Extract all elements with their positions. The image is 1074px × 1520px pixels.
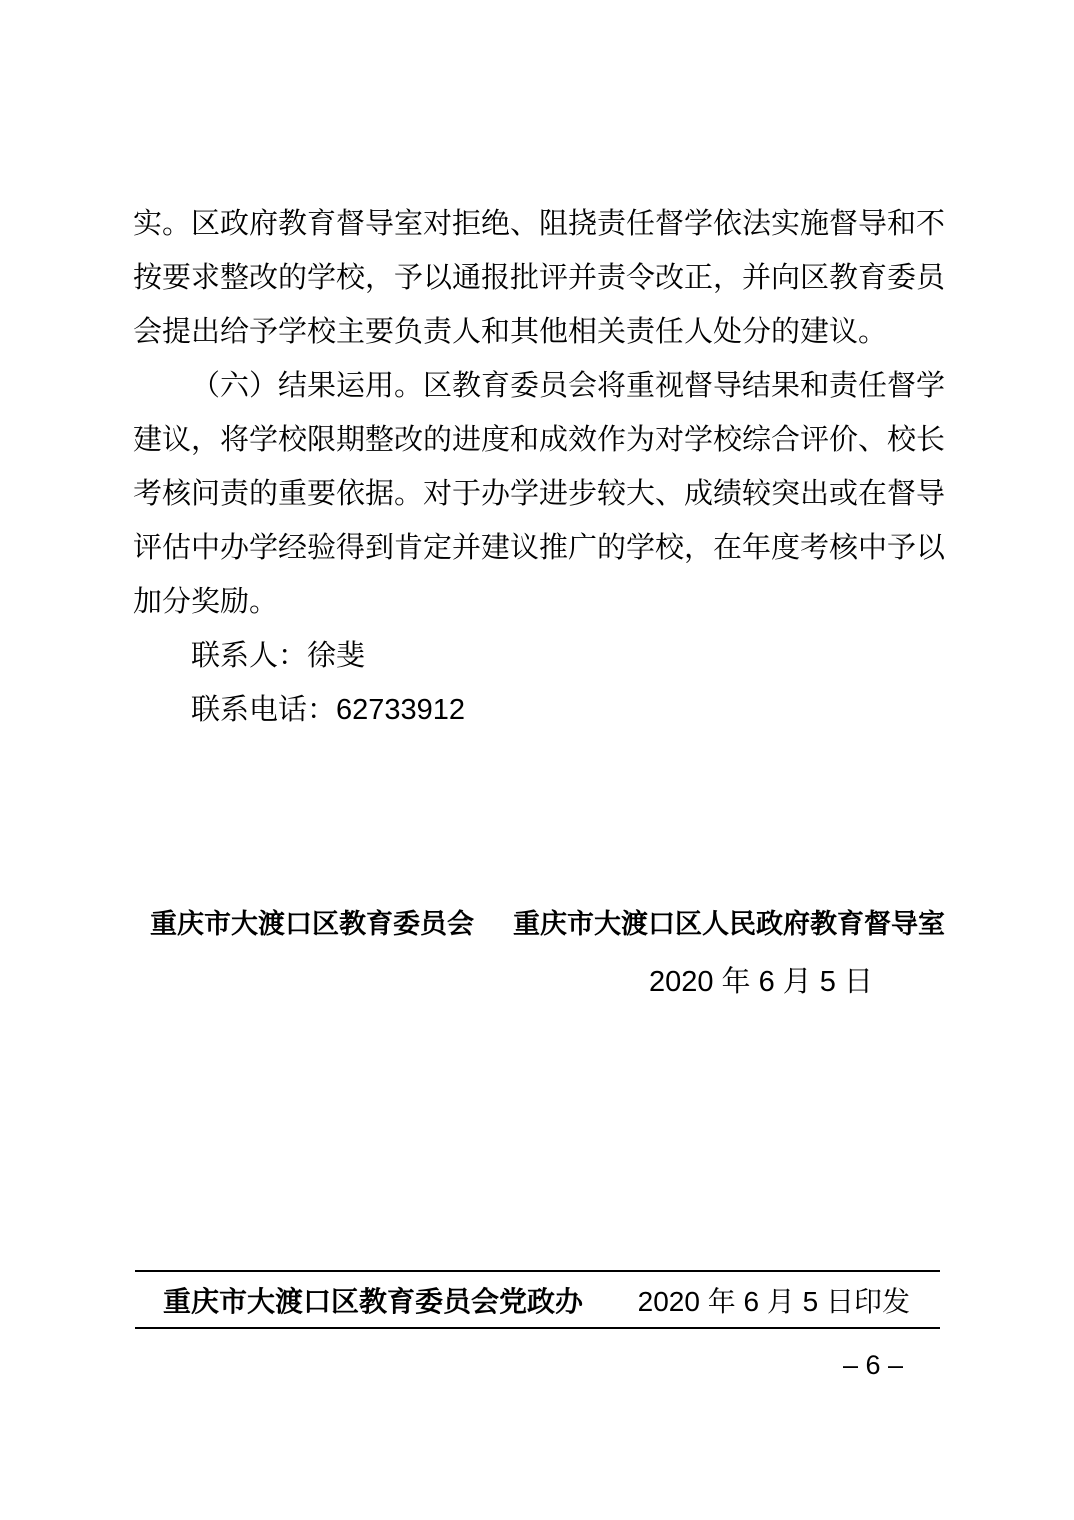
contact-person-line: 联系人：徐斐 [191, 640, 366, 672]
signature-org-supervision-office: 重庆市大渡口区人民政府教育督导室 [513, 909, 945, 939]
footer-colophon [135, 1270, 940, 1329]
body-line-4: （六）结果运用。区教育委员会将重视督导结果和责任督学 [191, 370, 945, 402]
body-line-5: 建议，将学校限期整改的进度和成效作为对学校综合评价、校长 [133, 424, 945, 456]
body-line-6: 考核问责的重要依据。对于办学进步较大、成绩较突出或在督导 [133, 478, 945, 510]
footer-print-date: 2020 年 6 月 5 日印发 [637, 1285, 910, 1317]
signature-org-education-committee: 重庆市大渡口区教育委员会 [150, 909, 474, 939]
body-line-3: 会提出给予学校主要负责人和其他相关责任人处分的建议。 [133, 316, 888, 348]
footer-issuer: 重庆市大渡口区教育委员会党政办 [163, 1285, 584, 1317]
body-line-7: 评估中办学经验得到肯定并建议推广的学校，在年度考核中予以 [133, 532, 945, 564]
document-body [133, 197, 945, 737]
body-line-2: 按要求整改的学校，予以通报批评并责令改正，并向区教育委员 [133, 262, 945, 294]
signature-block [150, 898, 945, 951]
contact-phone-line: 联系电话：62733912 [191, 694, 466, 726]
body-line-1: 实。区政府教育督导室对拒绝、阻挠责任督学依法实施督导和不 [133, 208, 945, 240]
signature-date: 2020 年 6 月 5 日 [648, 966, 873, 998]
body-line-8: 加分奖励。 [133, 586, 279, 618]
page-number: – 6 – [842, 1350, 903, 1380]
